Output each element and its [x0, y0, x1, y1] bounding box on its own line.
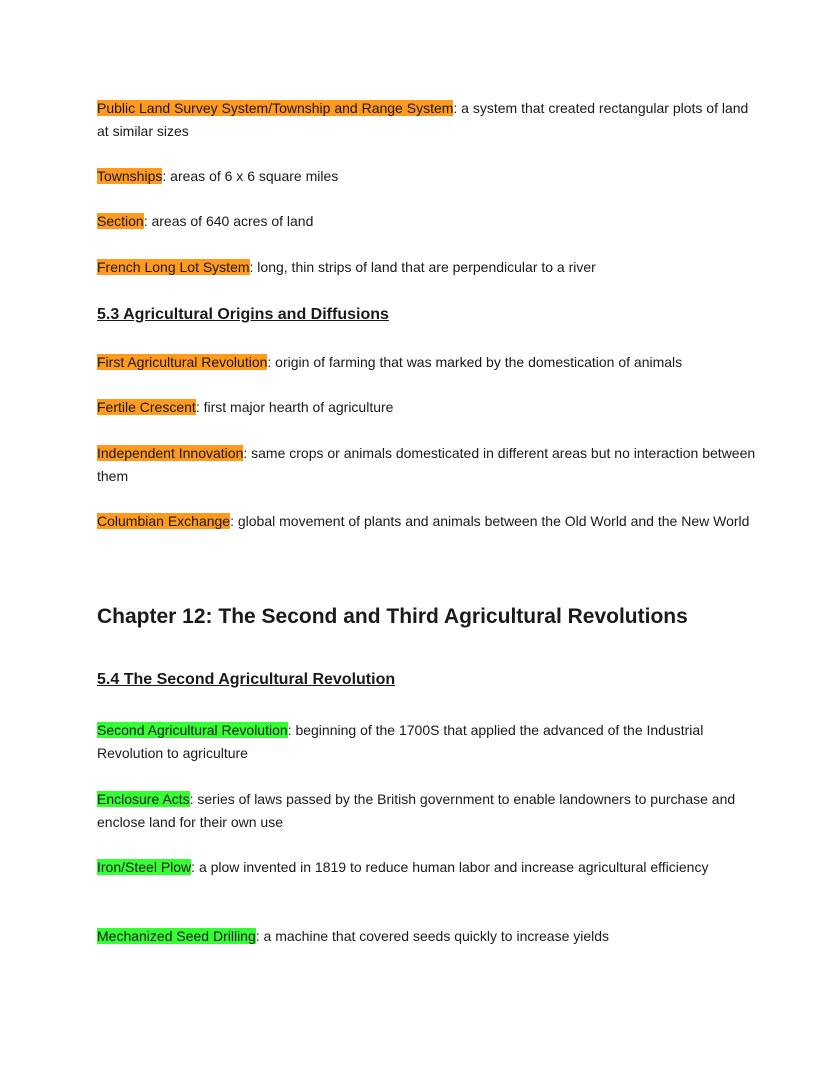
term-highlight: Columbian Exchange — [97, 513, 231, 529]
term-highlight: Independent Innovation — [97, 445, 244, 461]
term-entry — [97, 396, 393, 419]
term-definition: : areas of 6 x 6 square miles — [162, 168, 339, 184]
chapter-title: Chapter 12: The Second and Third Agricultural Revolutions — [97, 605, 688, 628]
term-definition: : a plow invented in 1819 to reduce human labor and increase agricultural efficiency — [191, 859, 709, 875]
section-heading: 5.4 The Second Agricultural Revolution — [97, 671, 396, 688]
term-highlight: Enclosure Acts — [97, 791, 190, 807]
term-entry — [97, 925, 609, 948]
term-definition: : a system that created rectangular plots of land at similar sizes — [97, 100, 749, 139]
term-highlight: Public Land Survey System/Township and Range System — [97, 100, 454, 116]
term-entry — [97, 510, 749, 533]
term-entry — [97, 442, 757, 488]
term-definition: : areas of 640 acres of land — [143, 213, 314, 229]
term-definition: : beginning of the 1700S that applied the advanced of the Industrial Revolution to agriculture — [97, 722, 704, 761]
term-highlight: Mechanized Seed Drilling — [97, 928, 256, 944]
term-highlight: First Agricultural Revolution — [97, 354, 268, 370]
term-definition: : same crops or animals domesticated in different areas but no interaction between them — [97, 445, 756, 484]
term-definition: : a machine that covered seeds quickly to increase yields — [255, 928, 610, 944]
section-heading: 5.3 Agricultural Origins and Diffusions — [97, 306, 389, 323]
term-entry — [97, 351, 682, 374]
term-highlight: Fertile Crescent — [97, 399, 196, 415]
term-highlight: Townships — [97, 168, 163, 184]
term-entry — [97, 97, 757, 143]
term-entry — [97, 165, 338, 188]
term-highlight: Iron/Steel Plow — [97, 859, 192, 875]
term-definition: : series of laws passed by the British government to enable landowners to purchase and enclose land for their own use — [97, 791, 736, 830]
term-highlight: Second Agricultural Revolution — [97, 722, 288, 738]
term-highlight: Section — [97, 213, 144, 229]
term-definition: : global movement of plants and animals between the Old World and the New World — [230, 513, 750, 529]
term-entry — [97, 719, 757, 765]
term-entry — [97, 210, 313, 233]
term-entry — [97, 256, 596, 279]
term-highlight: French Long Lot System — [97, 259, 250, 275]
term-definition: : origin of farming that was marked by the domestication of animals — [267, 354, 683, 370]
term-definition: : long, thin strips of land that are perpendicular to a river — [249, 259, 596, 275]
term-entry — [97, 788, 757, 834]
term-entry — [97, 856, 708, 879]
term-definition: : first major hearth of agriculture — [195, 399, 394, 415]
